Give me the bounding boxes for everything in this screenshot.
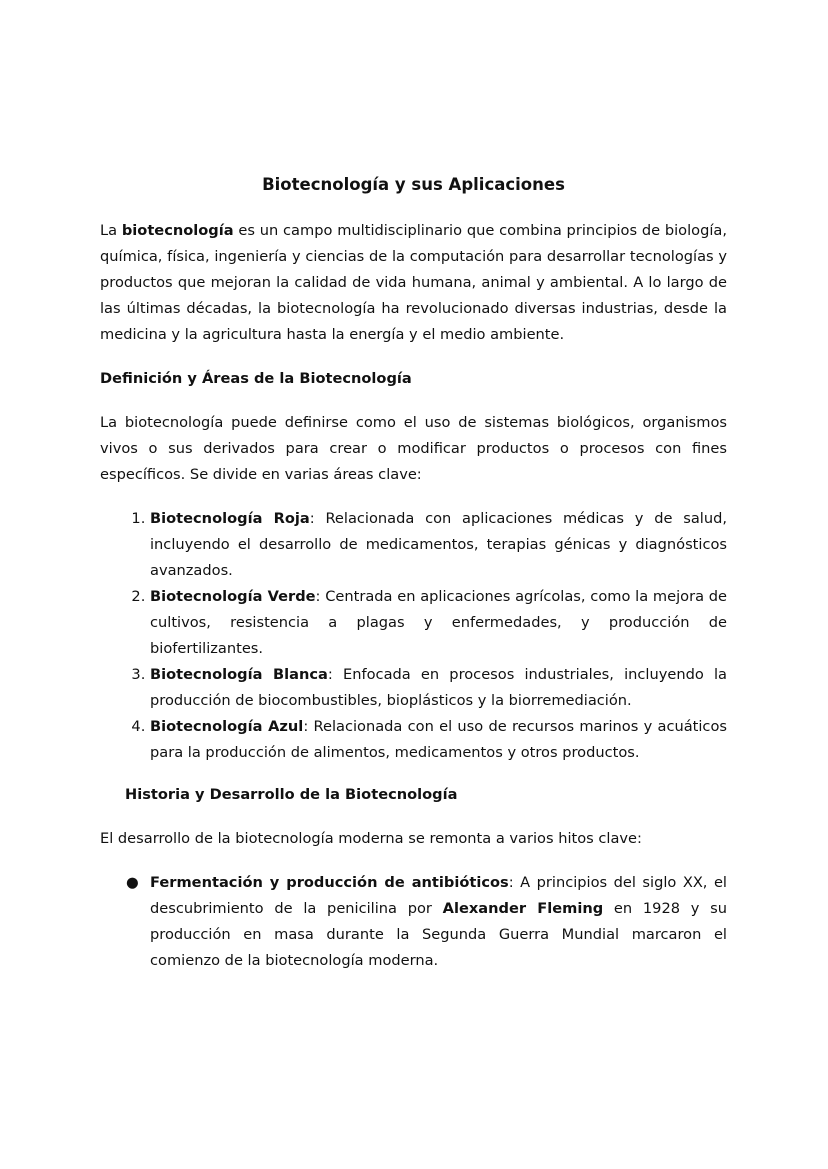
area-description: : Relacionada con aplicaciones médicas y de salud, incluyendo el desarrollo de medicamentos, terapias génicas y diagnósticos avanzados. (150, 510, 727, 579)
history-paragraph: El desarrollo de la biotecnología moderna se remonta a varios hitos clave: (100, 830, 642, 847)
milestone-text: : A principios del siglo XX, el descubrimiento de la penicilina por (150, 874, 727, 917)
intro-pre: La (100, 222, 122, 239)
document-content (100, 172, 727, 974)
area-description: : Centrada en aplicaciones agrícolas, como la mejora de cultivos, resistencia a plagas y enfermedades, y producción de biofertilizantes. (150, 588, 727, 657)
list-item (150, 714, 727, 766)
section-heading-definition: Definición y Áreas de la Biotecnología (100, 370, 412, 387)
intro-paragraph (100, 218, 727, 348)
area-name: Biotecnología Azul (150, 718, 304, 735)
list-item (126, 870, 728, 974)
bullet-icon: ● (126, 874, 139, 891)
intro-bold-term: biotecnología (121, 222, 234, 239)
milestones-list (100, 870, 727, 974)
area-name: Biotecnología Blanca (150, 666, 328, 683)
area-description: : Enfocada en procesos industriales, incluyendo la producción de biocombustibles, bioplásticos y la biorremediación. (150, 666, 727, 709)
list-item (150, 584, 727, 662)
list-item (150, 662, 727, 714)
area-description: : Relacionada con el uso de recursos marinos y acuáticos para la producción de alimentos, medicamentos y otros productos. (150, 718, 727, 761)
areas-list (100, 506, 727, 766)
area-name: Biotecnología Roja (150, 510, 310, 527)
section-heading-history: Historia y Desarrollo de la Biotecnología (125, 786, 458, 803)
milestone-text-end: en 1928 y su producción en masa durante la Segunda Guerra Mundial marcaron el comienzo de la biotecnología moderna. (150, 900, 728, 969)
milestone-name: Fermentación y producción de antibióticos (150, 874, 509, 891)
intro-post: es un campo multidisciplinario que combina principios de biología, química, física, ingeniería y ciencias de la computación para desarrollar tecnologías y productos que mejoran la calidad de vida humana, animal y ambiental. A lo largo de las últimas décadas, la biotecnología ha revolucionado diversas industrias, desde la medicina y la agricultura hasta la energía y el medio ambiente. (100, 222, 727, 343)
definition-paragraph: La biotecnología puede definirse como el uso de sistemas biológicos, organismos vivos o sus derivados para crear o modificar productos o procesos con fines específicos. Se divide en varias áreas clave: (100, 414, 727, 483)
document-title: Biotecnología y sus Aplicaciones (262, 175, 565, 194)
area-name: Biotecnología Verde (150, 588, 316, 605)
milestone-person: Alexander Fleming (442, 900, 604, 917)
list-item (150, 506, 727, 584)
